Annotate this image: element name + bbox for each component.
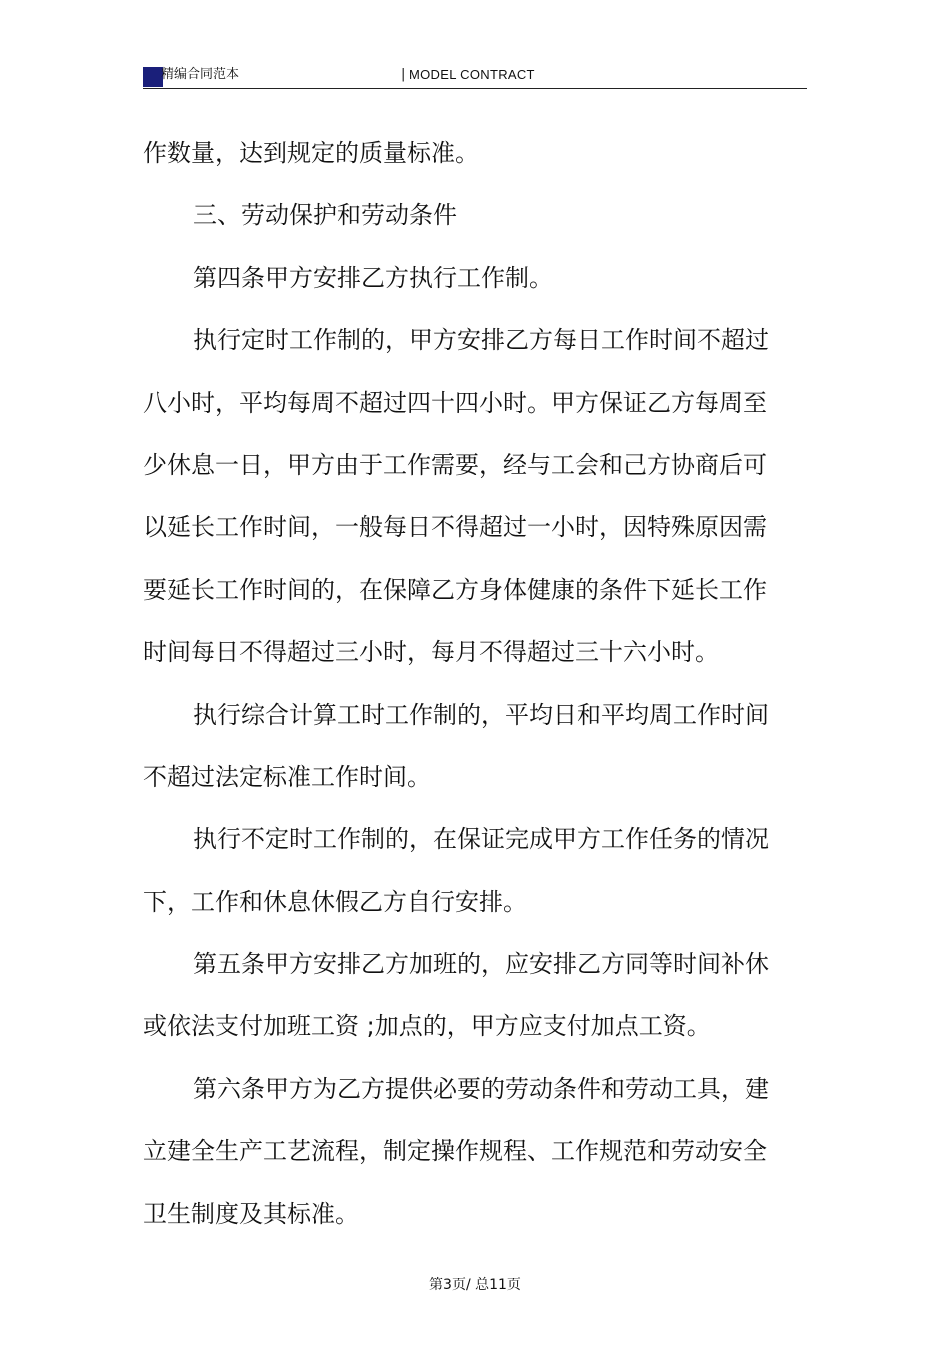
text-line: 时间每日不得超过三小时，每月不得超过三十六小时。 [143,638,719,667]
header-title-cn: 精编合同范本 [161,67,240,82]
article-title: 第五条甲方安排乙方加班的，应安排乙方同等时间补休 [193,950,769,979]
article-title: 第四条甲方安排乙方执行工作制。 [193,263,553,292]
text-line: 卫生制度及其标准。 [143,1199,359,1228]
logo-square-icon [143,67,163,87]
text-line: 要延长工作时间的，在保障乙方身体健康的条件下延长工作 [143,575,767,604]
header-divider [143,88,807,89]
page-header [143,64,807,90]
document-body [143,122,769,1245]
text-line: 或依法支付加班工资 ;加点的，甲方应支付加点工资。 [143,1012,711,1041]
text-line: 少休息一日，甲方由于工作需要，经与工会和己方协商后可 [143,450,767,479]
text-line: 执行定时工作制的，甲方安排乙方每日工作时间不超过 [193,326,769,355]
section-heading: 三、劳动保护和劳动条件 [193,201,457,230]
article-title: 第六条甲方为乙方提供必要的劳动条件和劳动工具，建 [193,1074,769,1103]
header-title-en: MODEL CONTRACT [409,67,535,82]
text-line: 以延长工作时间，一般每日不得超过一小时，因特殊原因需 [143,513,767,542]
page-number: 第3页/ 总11页 [429,1277,521,1293]
text-line: 作数量，达到规定的质量标准。 [143,139,479,167]
text-line: 八小时，平均每周不超过四十四小时。甲方保证乙方每周至 [143,388,767,417]
header-separator: | [401,67,406,82]
text-line: 执行不定时工作制的，在保证完成甲方工作任务的情况 [193,825,769,854]
text-line: 立建全生产工艺流程，制定操作规程、工作规范和劳动安全 [143,1137,767,1166]
text-line: 下，工作和休息休假乙方自行安排。 [143,887,527,916]
text-line: 执行综合计算工时工作制的，平均日和平均周工作时间 [193,700,769,729]
text-line: 不超过法定标准工作时间。 [143,762,431,791]
